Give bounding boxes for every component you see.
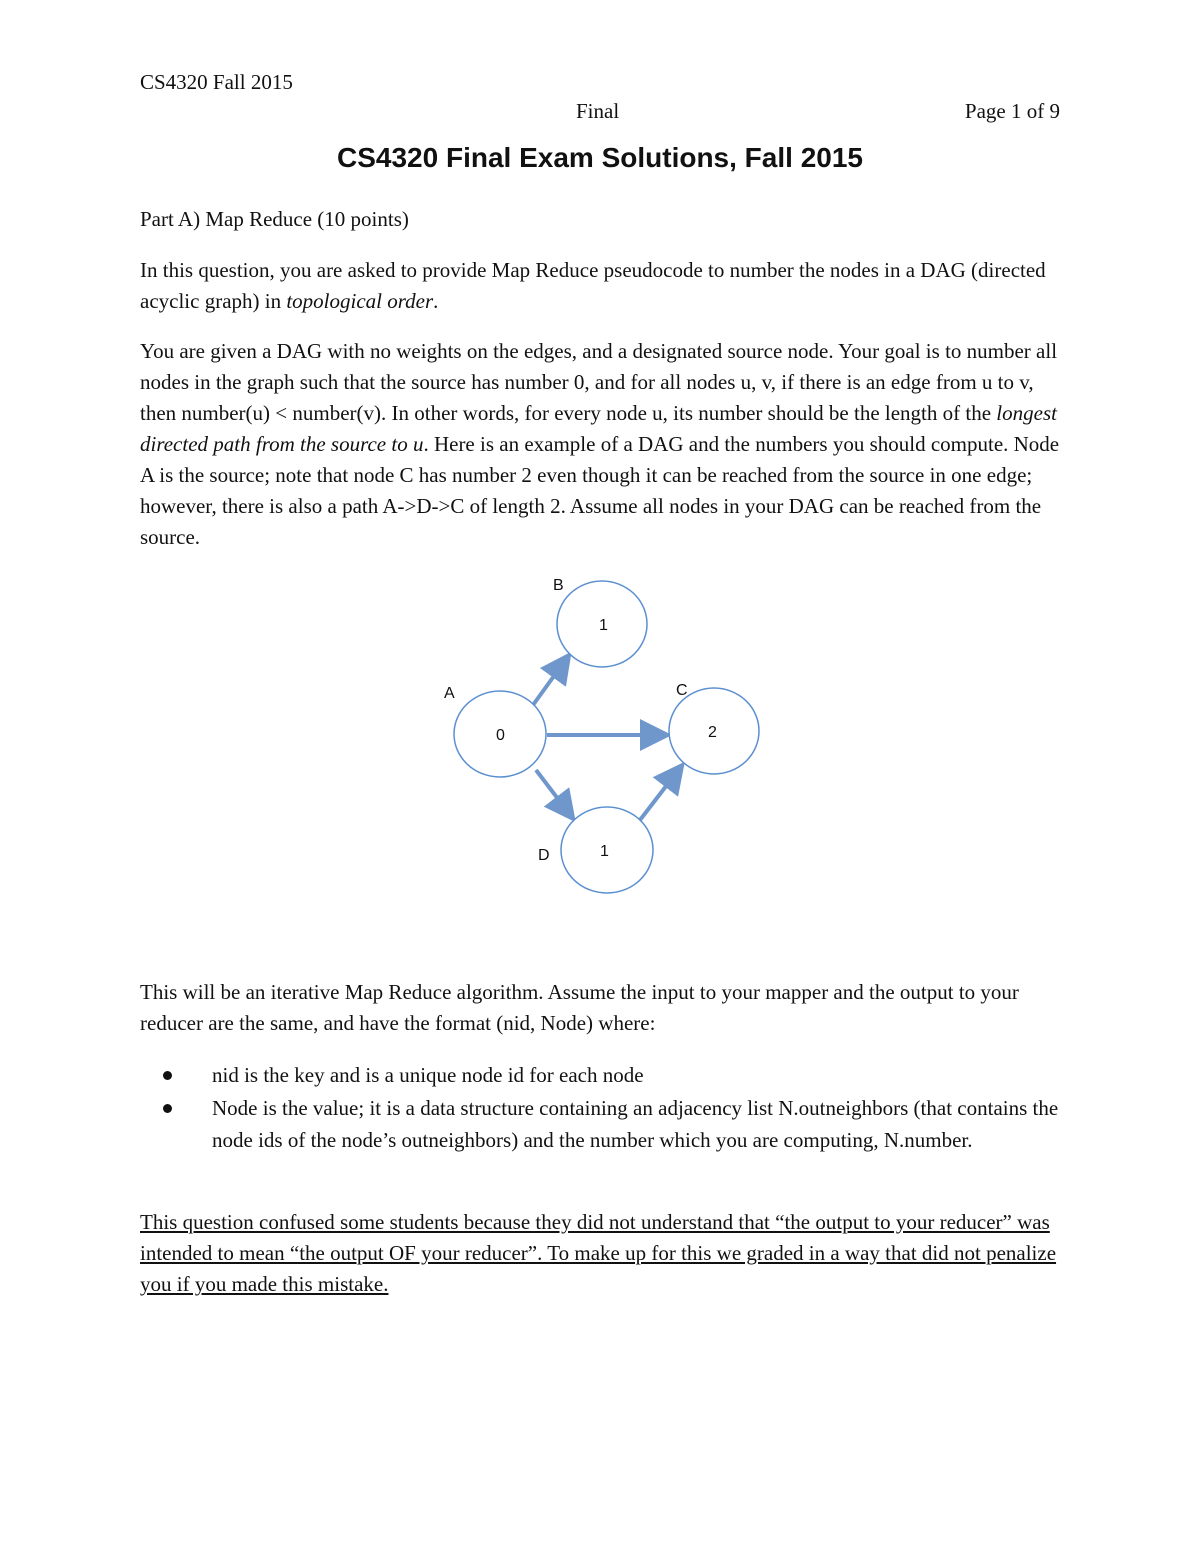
edge-d-c bbox=[640, 768, 680, 820]
node-c-number: 2 bbox=[708, 724, 717, 741]
q2-text-emphasis: longest directed path from the source to u bbox=[140, 401, 1057, 456]
node-b-label: B bbox=[553, 577, 564, 594]
node-d-number: 1 bbox=[600, 843, 609, 860]
iterative-intro: This will be an iterative Map Reduce algorithm. Assume the input to your mapper and the output to your reducer are the same, and have the format (nid, Node) where: bbox=[140, 980, 1019, 1035]
edge-a-b bbox=[533, 658, 567, 705]
node-a-number: 0 bbox=[496, 727, 505, 744]
q1-text-pre: In this question, you are asked to provide Map Reduce pseudocode to number the nodes in a DAG (directed acyclic graph) in bbox=[140, 258, 1046, 313]
edge-a-d bbox=[536, 770, 571, 816]
header-page-number: Page 1 of 9 bbox=[964, 99, 1060, 123]
dag-diagram bbox=[420, 570, 780, 910]
node-c-label: C bbox=[676, 682, 688, 699]
header-course: CS4320 Fall 2015 bbox=[140, 70, 293, 94]
grading-note: This question confused some students because they did not understand that “the output to your reducer” was intended to mean “the output OF your reducer”. To make up for this we graded in a way that did not penalize you if you made this mistake. bbox=[140, 1210, 1057, 1296]
q2-text-pre: You are given a DAG with no weights on the edges, and a designated source node. Your goal is to number all nodes in the graph such that the source has number 0, and for all nodes u, v, if there is an edge from u to v, then number(u) < number(v). In other words, for every node u, its number should be the length of the bbox=[140, 339, 1058, 425]
node-a-label: A bbox=[444, 685, 455, 702]
question-paragraph-2 bbox=[140, 336, 1065, 553]
node-format-list bbox=[140, 1059, 1065, 1157]
node-b-number: 1 bbox=[599, 617, 608, 634]
bullet-text: Node is the value; it is a data structure containing an adjacency list N.outneighbors (that contains the node ids of the node’s outneighbors) and the number which you are computing, N.number. bbox=[212, 1096, 1059, 1152]
header-section: Final bbox=[576, 99, 620, 123]
q1-text-post: . bbox=[433, 289, 439, 313]
bullet-dot-icon bbox=[163, 1071, 172, 1080]
node-d-label: D bbox=[538, 847, 550, 864]
q2-text-post: . Here is an example of a DAG and the numbers you should compute. Node A is the source; note that node C has number 2 even though it can be reached from the source in one edge; however, there is also a path A->D->C of length 2. Assume all nodes in your DAG can be reached from the source. bbox=[140, 432, 1060, 549]
part-a-heading: Part A) Map Reduce (10 points) bbox=[140, 207, 409, 231]
list-item bbox=[140, 1092, 1065, 1156]
page-title: CS4320 Final Exam Solutions, Fall 2015 bbox=[337, 142, 863, 173]
bullet-dot-icon bbox=[163, 1104, 172, 1113]
question-paragraph-1 bbox=[140, 255, 1065, 317]
q1-text-emphasis: topological order bbox=[286, 289, 434, 313]
bullet-text: nid is the key and is a unique node id for each node bbox=[212, 1063, 644, 1087]
list-item bbox=[140, 1059, 1065, 1091]
